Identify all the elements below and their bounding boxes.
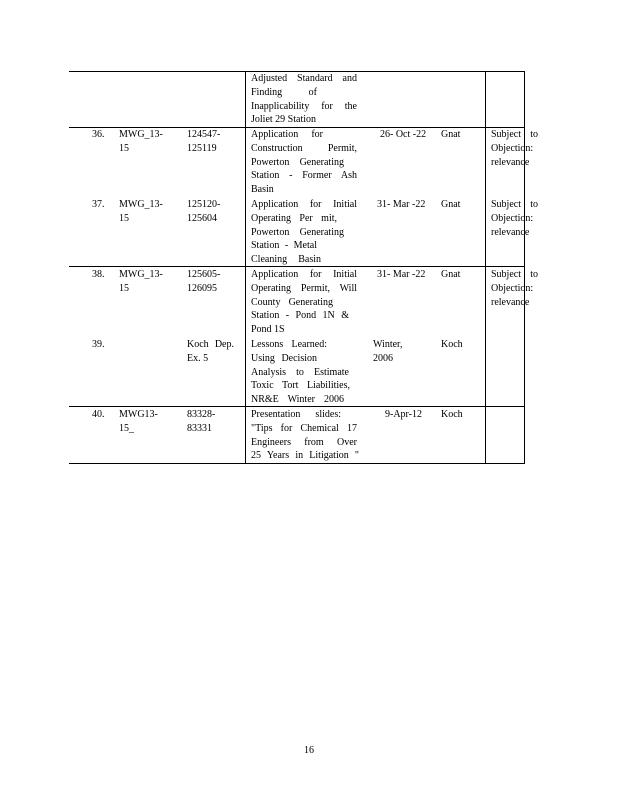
exhibit-date: Winter, 2006 [373, 339, 403, 364]
exhibit-date: 31- Mar -22 [377, 269, 426, 280]
exhibit-id: MWG_13- 15 [119, 199, 163, 224]
exhibit-date: 26- Oct -22 [380, 129, 427, 140]
bates-range: 124547- 125119 [187, 129, 221, 154]
exhibit-description: Application for Initial Operating Permit, Will County Generating Station - Pond 1N & Pond 1S [251, 269, 357, 336]
exhibit-description: Application for Initial Operating Per mit, Powerton Generating Station - Metal Cleaning Basin [251, 199, 357, 266]
exhibit-number: 37. [92, 199, 105, 210]
exhibit-date: 9-Apr-12 [385, 409, 423, 420]
exhibit-number: 40. [92, 409, 105, 420]
objection-status: Subject to Objection: relevance [491, 269, 538, 308]
exhibit-description: Application for Construction Permit, Powerton Generating Station - Former Ash Basin [251, 129, 357, 196]
column-divider-left [245, 71, 246, 463]
exhibit-number: 39. [92, 339, 105, 350]
column-divider-right [485, 71, 486, 463]
description-line: Finding of [251, 86, 317, 98]
objection-status: Subject to Objection: relevance [491, 129, 538, 168]
bates-range: Koch Dep. Ex. 5 [187, 339, 234, 364]
exhibit-witness: Gnat [441, 129, 461, 140]
exhibit-witness: Koch [441, 409, 463, 420]
exhibit-witness: Koch [441, 339, 463, 350]
exhibit-description: Lessons Learned: Using Decision Analysis to Estimate Toxic Tort Liabilities, NR&E Winter 2006 [251, 339, 350, 406]
objection-status: Subject to Objection: relevance [491, 199, 538, 238]
description-line: Inapplicability for the [251, 100, 357, 112]
bates-range: 125120- 125604 [187, 199, 221, 224]
description-line: Adjusted Standard and [251, 73, 357, 84]
description-line: Joliet 29 Station [251, 114, 316, 126]
bates-range: 125605- 126095 [187, 269, 221, 294]
exhibit-description [251, 72, 357, 127]
exhibit-id: MWG_13- 15 [119, 129, 163, 154]
exhibit-number: 36. [92, 129, 105, 140]
exhibit-date: 31- Mar -22 [377, 199, 426, 210]
bates-range: 83328- 83331 [187, 409, 216, 434]
exhibit-witness: Gnat [441, 269, 461, 280]
exhibit-description: Presentation slides: "Tips for Chemical 17 Engineers from Over 25 Years in Litigation " [251, 409, 359, 462]
page-number: 16 [304, 745, 314, 756]
exhibit-number: 38. [92, 269, 105, 280]
exhibit-witness: Gnat [441, 199, 461, 210]
exhibit-id: MWG13- 15_ [119, 409, 158, 434]
exhibit-id: MWG_13- 15 [119, 269, 163, 294]
